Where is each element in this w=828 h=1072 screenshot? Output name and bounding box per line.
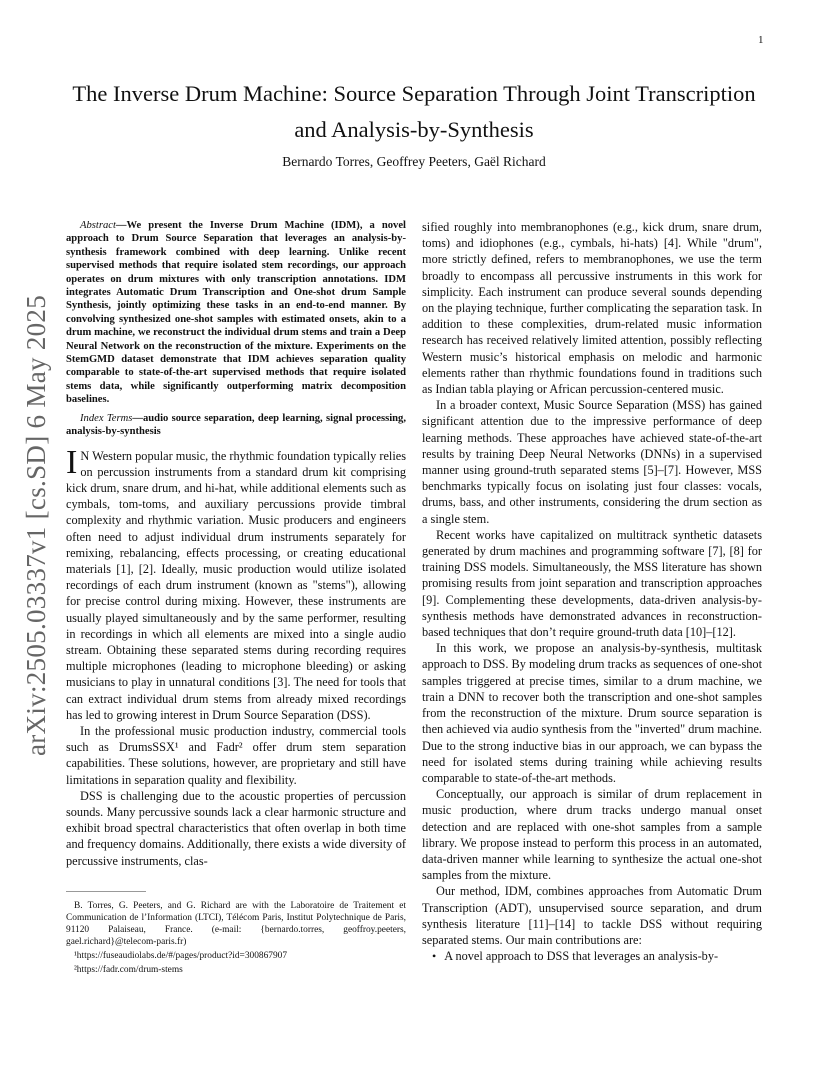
abstract-text: —We present the Inverse Drum Machine (IDM), a novel approach to Drum Source Separation that leverages an analysis-by-synthesis framework combined with deep learning. Unlike recent supervised methods that require isolated stem recordings, our approach operates on drum mixtures with only transcription annotations. IDM integrates Automatic Drum Transcription and One-shot drum Sample Synthesis, jointly optimizing these tasks in an end-to-end manner. By convolving synthesized one-shot samples with estimated onsets, akin to a drum machine, we reconstruct the individual drum stems and train a Deep Neural Network on the reconstruction of the mixture. Experiments on the StemGMD dataset demonstrate that IDM achieves separation quality comparable to state-of-the-art supervised methods that require isolated stems data, while significantly outperforming matrix decomposition baselines. [66,220,406,406]
footnote-affiliation: B. Torres, G. Peeters, and G. Richard are with the Laboratoire de Traitement et Communication de l’Information (LTCI), Télécom Paris, Institut Polytechnique de Paris, 91120 Palaiseau, France. (e-mail: {bernardo.torres, geoffroy.peeters, gael.richard}@telecom-paris.fr) [66,900,406,947]
index-terms-text: —audio source separation, deep learning, signal processing, analysis-by-synthesis [66,412,406,438]
left-column [66,219,406,978]
paragraph-proposal: In this work, we propose an analysis-by-synthesis, multitask approach to DSS. By modeling drum tracks as sequences of one-shot samples triggered at precise times, similar to a drum machine, we train a DNN to recover both the transcription and one-shot samples from the reconstruction of the mixture. Drum source separation is then achieved via audio synthesis from the "inverted" drum machine. Due to the strong inductive bias in our approach, we can bypass the need for isolated stems during training while achieving results comparable to state-of-the-art methods. [422,641,762,785]
index-terms-label: Index Terms [80,412,133,424]
intro-smallcaps: N [80,448,90,463]
footnote-2: ²https://fadr.com/drum-stems [74,964,183,975]
paper-authors: Bernardo Torres, Geoffrey Peeters, Gaël Richard [282,154,546,169]
abstract [66,219,406,407]
paper-title: The Inverse Drum Machine: Source Separation Through Joint Transcription and Analysis-by-Synthesis [72,81,756,142]
page-number: 1 [758,34,764,46]
paragraph-instrument-classes: sified roughly into membranophones (e.g., kick drum, snare drum, toms) and idiophones (e.g., cymbals, hi-hats) [4]. While "drum", more strictly defined, refers to membranophones, we use the term broadly to encompass all percussive instruments in this work for simplicity. Each instrument can produce several sounds depending on the playing technique, further complicating the separation task. In addition to these complexities, drum-related music information research has received relatively limited attention, possibly reflecting Western music’s historical emphasis on melodic and harmonic elements rather than rhythmic foundations found in traditions such as Indian tabla playing or African percussion-centered music. [422,220,762,397]
footnote-1: ¹https://fuseaudiolabs.de/#/pages/product?id=300867907 [74,950,288,961]
paragraph-method: Our method, IDM, combines approaches from Automatic Drum Transcription (ADT), unsupervised source separation, and drum synthesis literature [11]–[14] to tackle DSS without requiring separated stems. Our main contributions are: [422,884,762,947]
index-terms [66,412,406,439]
paragraph-recent-works: Recent works have capitalized on multitrack synthetic datasets generated by drum machines and programming software [7], [8] for training DSS models. Simultaneously, the MSS literature has shown promising results from joint separation and transcription approaches [9]. Complementing these developments, data-driven analysis-by-synthesis methods have demonstrated advances in reconstruction-based techniques that don’t require ground-truth data [10]–[12]. [422,527,762,640]
right-column [422,219,762,964]
drop-cap: I [66,443,78,481]
paragraph-mss: In a broader context, Music Source Separation (MSS) has gained significant attention due to the impressive performance of deep learning methods. These approaches have achieved state-of-the-art results by training Deep Neural Networks (DNNs) in a supervised manner using ground-truth separated stems [5]–[7]. However, MSS benchmarks typically focus on isolating just four classes: vocals, drums, bass, and other instruments, considering the drum section as a single stem. [422,398,762,526]
paragraph-conceptual: Conceptually, our approach is similar of drum replacement in music production, where drum tracks undergo manual onset detection and are replaced with one-shot samples from a sample library. We propose instead to perform this process in an automated, data-driven manner while learning to synthesize the actual one-shot samples from the mixture. [422,787,762,883]
arxiv-identifier: arXiv:2505.03337v1 [cs.SD] 6 May 2025 [21,294,52,756]
contribution-text: A novel approach to DSS that leverages an analysis-by- [444,949,719,964]
arxiv-identifier-sidebar [12,290,62,760]
abstract-label: Abstract [80,220,116,231]
paragraph-dss-challenge: DSS is challenging due to the acoustic properties of percussion sounds. Many percussive sounds lack a clear harmonic structure and exhibit broad spectral characteristics that often overlap in both time and frequency domains. Additionally, there exists a wide diversity of percussive instruments, clas- [66,788,406,868]
intro-text: Western popular music, the rhythmic foundation typically relies on percussion instruments from a standard drum kit comprising kick drum, snare drum, and hi-hat, while additional elements such as cymbals, tom-toms, and auxiliary percussions provide timbral complexity and rhythmic variation. Music producers and engineers often need to adjust individual drum instruments separately for remixing, rebalancing, effects processing, or creating educational materials [1], [2]. Ideally, music production would utilize isolated recordings of each drum instrument (known as "stems"), allowing for precise control during mixing. However, these instruments are usually played simultaneously and by the same performer, resulting in recordings in which all elements are mixed into a single audio stream. Obtaining these separated stems during recording requires multiple microphones (leading to microphone bleeding) or asking musicians to play in unnatural conditions [3]. The need for tools that can extract individual drum stems from already mixed recordings has led to growing interest in Drum Source Separation (DSS). [66,448,406,722]
footnote-divider [66,891,146,892]
contribution-list-item [432,948,762,964]
paragraph-commercial-tools: In the professional music production industry, commercial tools such as DrumsSSX¹ and Fadr² offer drum stem separation capabilities. These solutions, however, are proprietary and still have limitations in separation quality and flexibility. [66,723,406,787]
intro-paragraph [66,443,406,723]
bullet-icon: • [432,949,437,964]
